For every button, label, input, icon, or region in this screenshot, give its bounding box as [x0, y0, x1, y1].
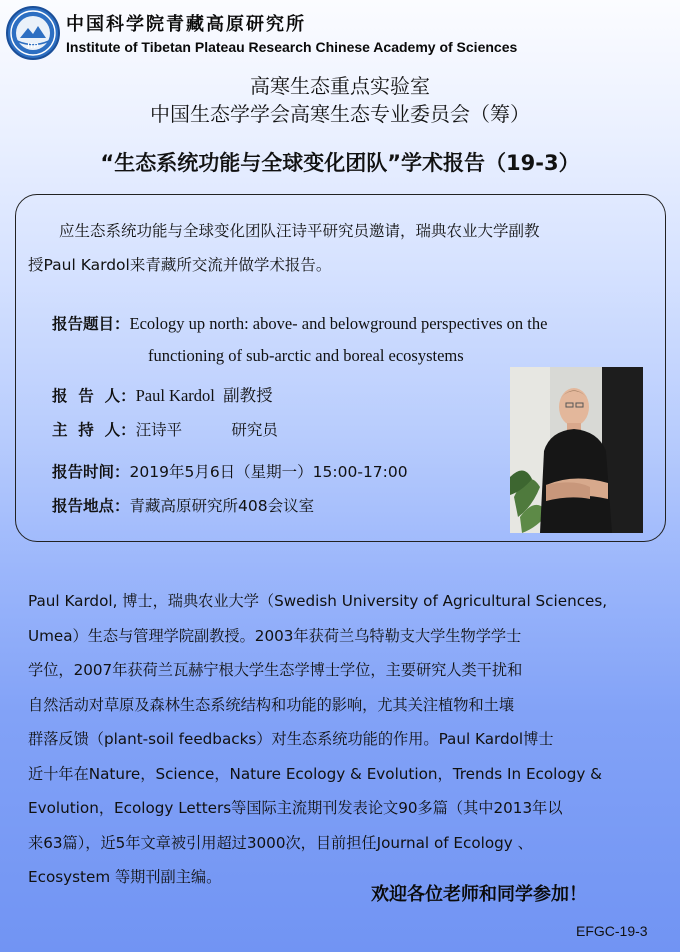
- speaker-row: [52, 382, 273, 406]
- host-value: 汪诗平 研究员: [135, 421, 278, 439]
- topic-line-1: Ecology up north: above- and belowground perspectives on the: [129, 314, 548, 333]
- bio-line: Evolution，Ecology Letters等国际主流期刊发表论文90多篇（其中2013年以: [28, 799, 563, 817]
- time-label: 报告时间：: [52, 463, 130, 481]
- host-label: 主 持 人：: [52, 421, 136, 439]
- header: [6, 6, 666, 64]
- speaker-photo: [510, 367, 643, 533]
- time-value: 2019年5月6日（星期一）15:00-17:00: [129, 463, 408, 481]
- bio-line: 学位，2007年获荷兰瓦赫宁根大学生态学博士学位，主要研究人类干扰和: [28, 661, 523, 679]
- institute-name-en: Institute of Tibetan Plateau Research Chinese Academy of Sciences: [66, 39, 518, 55]
- bio-line: 来63篇），近5年文章被引用超过3000次，目前担任Journal of Ecology 、: [28, 833, 533, 852]
- logo-text: ITP: [27, 43, 39, 50]
- document-code: EFGC-19-3: [576, 923, 648, 939]
- committee-title: 中国生态学学会高寒生态专业委员会（筹）: [150, 102, 530, 126]
- welcome-message: 欢迎各位老师和同学参加！: [371, 884, 587, 905]
- host-row: [52, 418, 278, 440]
- topic-label: 报告题目：: [52, 315, 130, 333]
- institute-name-cn: 中国科学院青藏高原研究所: [66, 14, 306, 35]
- bio-line: 群落反馈（plant-soil feedbacks）对生态系统功能的作用。Paul Kardol博士: [28, 730, 554, 748]
- report-title: “生态系统功能与全球变化团队”学术报告（19-3）: [100, 151, 580, 175]
- institute-logo: [6, 6, 60, 60]
- bio-line: Paul Kardol, 博士，瑞典农业大学（Swedish University of Agricultural Sciences,: [28, 592, 608, 610]
- time-row: [52, 460, 408, 482]
- intro-line: 授Paul Kardol来青藏所交流并做学术报告。: [28, 256, 332, 274]
- topic-line-2: functioning of sub-arctic and boreal ecosystems: [148, 346, 464, 365]
- speaker-bio: [28, 584, 656, 895]
- bio-line: Ecosystem 等期刊副主编。: [28, 868, 222, 886]
- topic-row: [52, 312, 547, 334]
- place-label: 报告地点：: [52, 497, 130, 515]
- bio-line: 近十年在Nature，Science，Nature Ecology & Evolution，Trends In Ecology &: [28, 764, 602, 783]
- speaker-value: Paul Kardol 副教授: [135, 386, 273, 405]
- place-value: 青藏高原研究所408会议室: [129, 497, 315, 515]
- intro-line: 应生态系统功能与全球变化团队汪诗平研究员邀请，瑞典农业大学副教: [59, 222, 540, 240]
- place-row: [52, 494, 314, 516]
- intro-paragraph: [28, 214, 660, 282]
- speaker-label: 报 告 人：: [52, 387, 136, 405]
- lab-title: 高寒生态重点实验室: [250, 74, 430, 98]
- bio-line: Umea）生态与管理学院副教授。2003年获荷兰乌特勒支大学生物学学士: [28, 626, 522, 645]
- bio-line: 自然活动对草原及森林生态系统结构和功能的影响，尤其关注植物和土壤: [28, 695, 514, 714]
